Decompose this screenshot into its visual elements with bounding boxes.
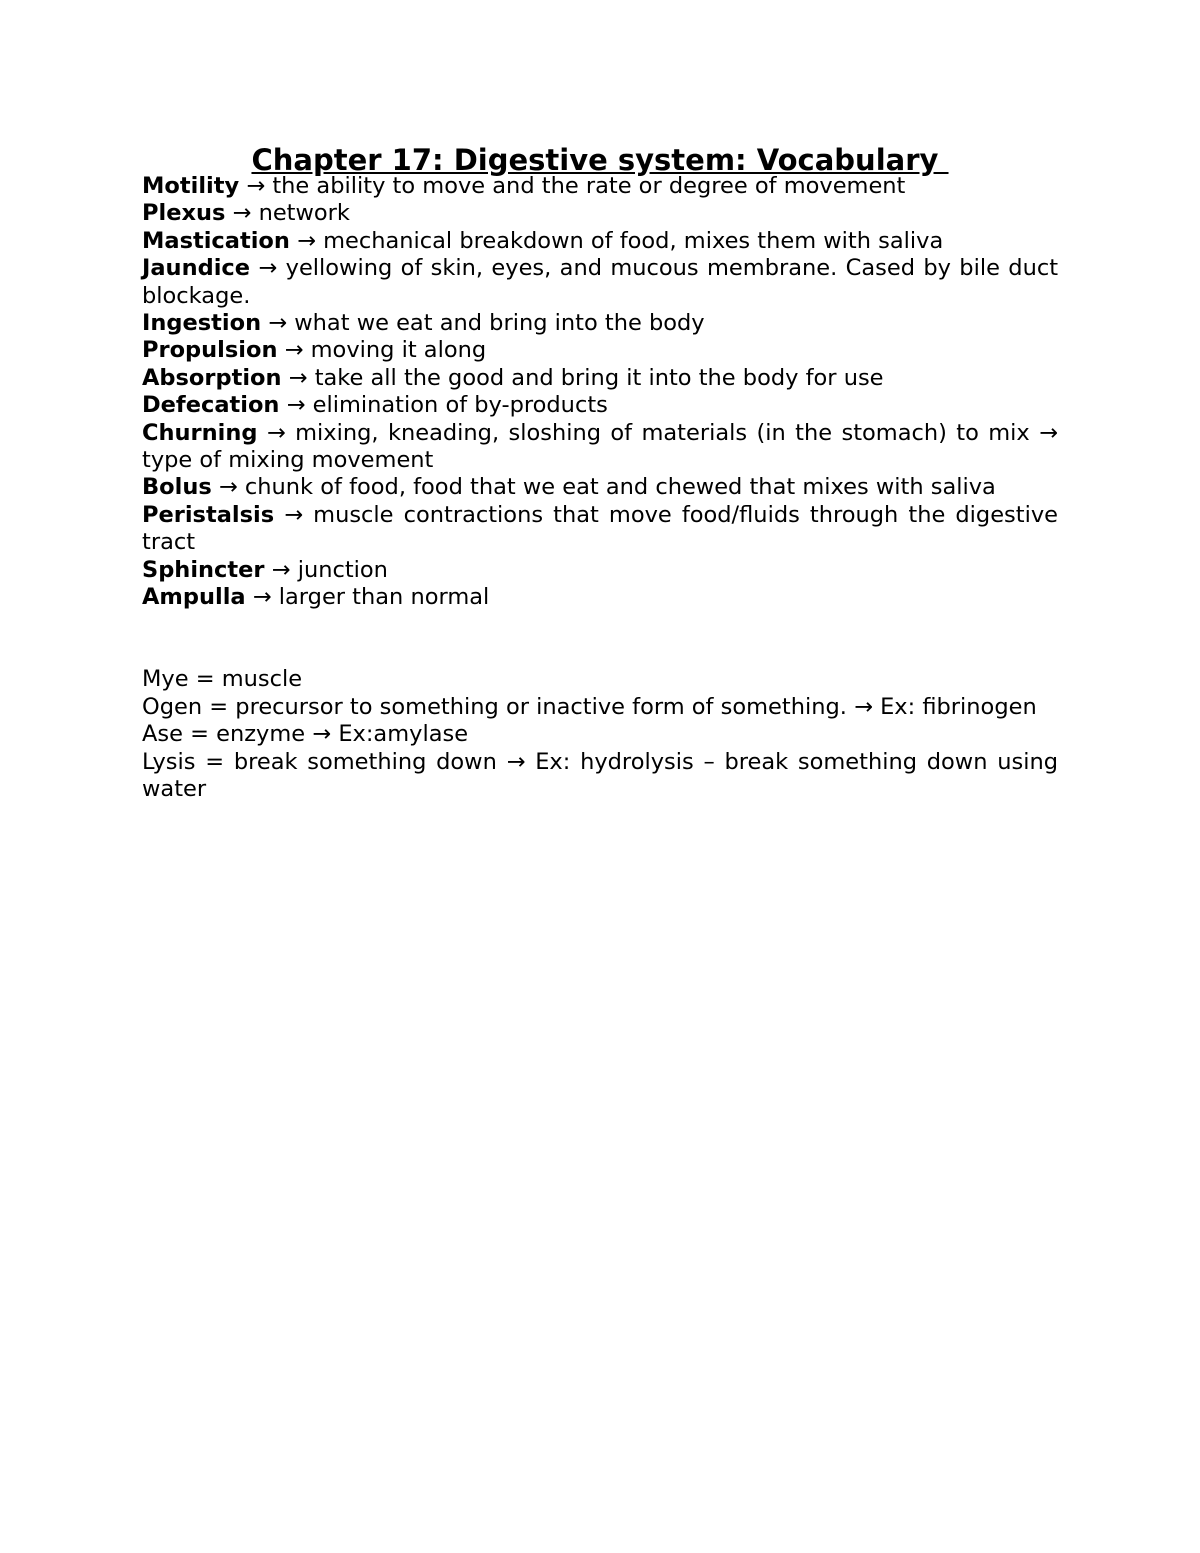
word-part-entry: Ogen = precursor to something or inactive form of something. → Ex: fibrinogen <box>142 693 1037 720</box>
word-part: Ase <box>142 721 183 748</box>
word-part: Mye <box>142 666 189 693</box>
arrow-icon: → <box>271 556 291 583</box>
word-part-entry: Ase = enzyme → Ex:amylase <box>142 721 469 748</box>
word-part: Ogen <box>142 693 203 720</box>
vocab-term: Sphincter <box>142 556 265 583</box>
vocab-term: Motility <box>142 173 240 199</box>
vocab-term: Bolus <box>142 474 212 501</box>
word-part-meaning: precursor to something or inactive form of something. <box>235 693 847 720</box>
vocab-definition: what we eat and bring into the body <box>294 310 705 337</box>
arrow-icon: → <box>284 337 304 364</box>
vocab-term: Jaundice <box>142 255 251 282</box>
vocab-entry <box>142 200 1058 227</box>
arrow-icon: → <box>284 501 304 528</box>
vocab-term: Absorption <box>142 364 282 391</box>
vocab-entry <box>142 474 1058 501</box>
vocab-entry <box>142 173 1058 200</box>
word-part-meaning: enzyme <box>216 721 313 748</box>
vocab-term: Churning <box>142 419 258 446</box>
vocab-entry <box>142 365 1058 392</box>
vocab-term: Plexus <box>142 200 226 227</box>
vocab-definition: muscle contractions that move food/fluids through the digestive tract <box>142 501 1059 556</box>
word-part-meaning: break something down <box>233 748 497 775</box>
arrow-icon: → <box>1039 419 1058 446</box>
word-parts-list <box>142 666 1058 803</box>
arrow-icon: → <box>246 173 266 199</box>
vocab-term: Ampulla <box>142 584 246 611</box>
vocab-entry <box>142 584 1058 611</box>
vocab-definition: mixing, kneading, sloshing of materials (in the stomach) to mix <box>295 419 1030 446</box>
vocab-term: Ingestion <box>142 310 262 337</box>
vocab-term: Mastication <box>142 227 290 254</box>
arrow-icon: → <box>232 200 252 227</box>
vocab-entry <box>142 392 1058 419</box>
word-part-meaning: muscle <box>221 666 303 693</box>
arrow-icon: → <box>288 364 308 391</box>
arrow-icon: → <box>506 748 526 775</box>
vocab-entry <box>142 228 1058 255</box>
arrow-icon: → <box>258 255 278 282</box>
vocab-definition: the ability to move and the rate or degree of movement <box>272 173 906 199</box>
vocabulary-list <box>142 173 1058 612</box>
vocab-term: Peristalsis <box>142 501 275 528</box>
word-part: Lysis <box>142 748 196 775</box>
vocab-entry <box>142 255 1058 310</box>
document-title: Chapter 17: Digestive system: Vocabulary <box>251 143 949 177</box>
word-part-example: Ex: fibrinogen <box>880 693 1037 720</box>
vocab-note: type of mixing movement <box>142 447 434 474</box>
vocab-definition: larger than normal <box>278 584 490 611</box>
arrow-icon: → <box>286 392 306 419</box>
section-spacer <box>142 612 1058 667</box>
arrow-icon: → <box>268 310 288 337</box>
vocab-definition: elimination of by-products <box>312 392 608 419</box>
vocab-entry <box>142 557 1058 584</box>
arrow-icon: → <box>218 474 238 501</box>
word-part-example: Ex: hydrolysis – break something down using water <box>142 748 1058 802</box>
vocab-term: Defecation <box>142 392 280 419</box>
word-part-example: Ex:amylase <box>338 721 469 748</box>
document-page <box>142 143 1058 803</box>
vocab-entry <box>142 502 1058 557</box>
vocab-entry <box>142 337 1058 364</box>
arrow-icon: → <box>266 419 286 446</box>
vocab-definition: yellowing of skin, eyes, and mucous membrane. Cased by bile duct blockage. <box>142 255 1059 309</box>
arrow-icon: → <box>312 721 332 748</box>
word-part-entry: Lysis = break something down → Ex: hydrolysis – break something down using water <box>142 748 1058 802</box>
vocab-definition: chunk of food, food that we eat and chewed that mixes with saliva <box>244 474 996 501</box>
vocab-definition: network <box>258 200 350 227</box>
word-part-entry: Mye = muscle <box>142 666 303 693</box>
vocab-definition: junction <box>297 556 388 583</box>
vocab-definition: mechanical breakdown of food, mixes them with saliva <box>323 227 944 254</box>
arrow-icon: → <box>252 584 272 611</box>
arrow-icon: → <box>297 227 316 254</box>
vocab-entry <box>142 310 1058 337</box>
vocab-definition: take all the good and bring it into the body for use <box>314 364 884 391</box>
vocab-entry <box>142 420 1058 475</box>
vocab-definition: moving it along <box>310 337 487 364</box>
arrow-icon: → <box>854 693 873 720</box>
vocab-term: Propulsion <box>142 337 278 364</box>
